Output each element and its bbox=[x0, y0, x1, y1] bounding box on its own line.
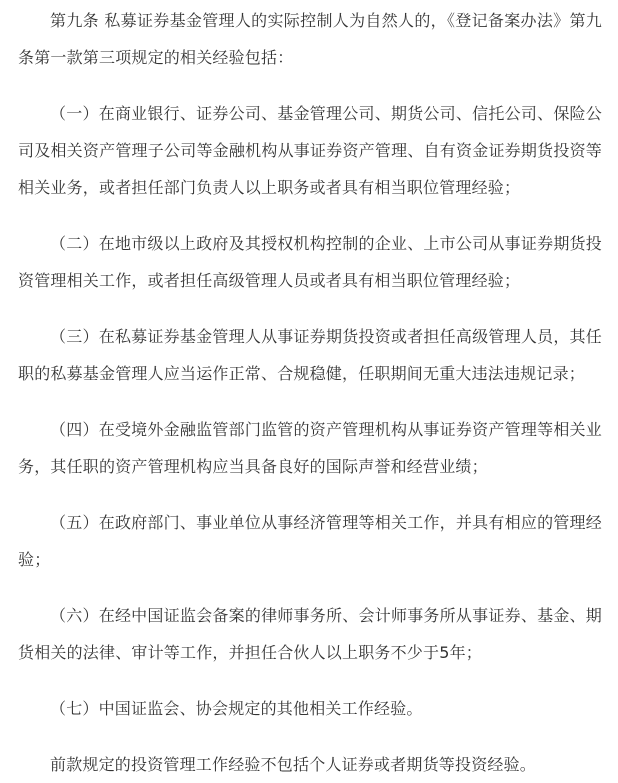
paragraph-gap bbox=[18, 485, 602, 504]
article-item-5: （五）在政府部门、事业单位从事经济管理等相关工作，并具有相应的管理经验； bbox=[18, 513, 602, 569]
article-item-6: （六）在经中国证监会备案的律师事务所、会计师事务所从事证券、基金、期货相关的法律、审计等工作，并担任合伙人以上职务不少于5年； bbox=[18, 606, 602, 662]
paragraph-gap bbox=[18, 206, 602, 225]
article-item-1: （一）在商业银行、证券公司、基金管理公司、期货公司、信托公司、保险公司及相关资产管理子公司等金融机构从事证券资产管理、自有资金证券期货投资等相关业务，或者担任部门负责人以上职务或者具有相当职位管理经验； bbox=[18, 104, 602, 197]
paragraph-gap bbox=[18, 76, 602, 95]
article-item-7: （七）中国证监会、协会规定的其他相关工作经验。 bbox=[50, 699, 423, 718]
paragraph-gap bbox=[18, 727, 602, 746]
article-item-4: （四）在受境外金融监管部门监管的资产管理机构从事证券资产管理等相关业务，其任职的资产管理机构应当具备良好的国际声誉和经营业绩； bbox=[18, 420, 602, 476]
article-item-3: （三）在私募证券基金管理人从事证券期货投资或者担任高级管理人员，其任职的私募基金管理人应当运作正常、合规稳健，任职期间无重大违法违规记录； bbox=[18, 327, 602, 383]
article-closing: 前款规定的投资管理工作经验不包括个人证券或者期货等投资经验。 bbox=[50, 755, 537, 774]
paragraph-gap bbox=[18, 392, 602, 411]
paragraph-gap bbox=[18, 578, 602, 597]
paragraph-gap bbox=[18, 671, 602, 690]
regulation-article bbox=[18, 2, 602, 783]
article-intro: 第九条 私募证券基金管理人的实际控制人为自然人的，《登记备案办法》第九条第一款第三项规定的相关经验包括： bbox=[18, 11, 602, 67]
article-item-2: （二）在地市级以上政府及其授权机构控制的企业、上市公司从事证券期货投资管理相关工作，或者担任高级管理人员或者具有相当职位管理经验； bbox=[18, 234, 602, 290]
paragraph-gap bbox=[18, 299, 602, 318]
